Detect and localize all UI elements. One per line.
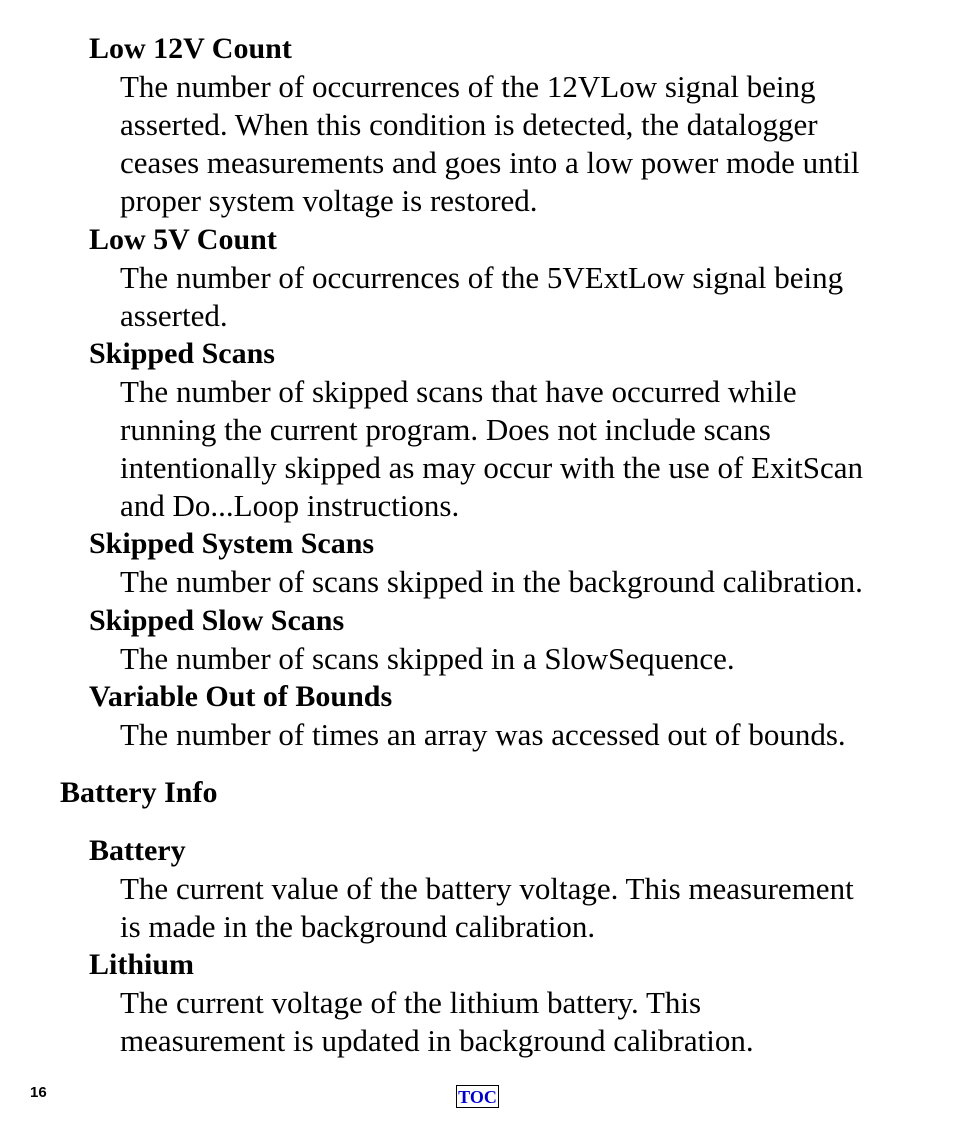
description-line: ceases measurements and goes into a low power mode until bbox=[120, 145, 860, 180]
term-variable-out-of-bounds: Variable Out of Bounds bbox=[89, 680, 393, 713]
description-line: The current voltage of the lithium battery. This bbox=[120, 985, 702, 1020]
description-line: asserted. bbox=[120, 298, 228, 333]
description-line: is made in the background calibration. bbox=[120, 909, 596, 944]
description-line: The number of scans skipped in a SlowSequence. bbox=[120, 641, 735, 676]
description-line: The number of occurrences of the 12VLow signal being bbox=[120, 69, 816, 104]
term-low-5v-count: Low 5V Count bbox=[89, 223, 277, 256]
description-line: The current value of the battery voltage. This measurement bbox=[120, 871, 854, 906]
term-skipped-system-scans: Skipped System Scans bbox=[89, 527, 375, 560]
description-line: intentionally skipped as may occur with the use of ExitScan bbox=[120, 450, 863, 485]
term-low-12v-count: Low 12V Count bbox=[89, 32, 292, 65]
term-skipped-scans: Skipped Scans bbox=[89, 337, 275, 370]
description-line: The number of occurrences of the 5VExtLow signal being bbox=[120, 260, 844, 295]
description-line: running the current program. Does not include scans bbox=[120, 412, 771, 447]
description-line: The number of scans skipped in the background calibration. bbox=[120, 564, 863, 599]
description-line: measurement is updated in background calibration. bbox=[120, 1023, 754, 1058]
description-line: proper system voltage is restored. bbox=[120, 183, 538, 218]
section-title-battery-info: Battery Info bbox=[60, 776, 218, 809]
description-line: The number of times an array was accessed out of bounds. bbox=[120, 717, 846, 752]
toc-link[interactable]: TOC bbox=[456, 1085, 499, 1108]
term-battery: Battery bbox=[89, 834, 186, 867]
term-skipped-slow-scans: Skipped Slow Scans bbox=[89, 604, 345, 637]
term-lithium: Lithium bbox=[89, 948, 195, 981]
page-number: 16 bbox=[30, 1084, 47, 1101]
description-line: The number of skipped scans that have occurred while bbox=[120, 374, 797, 409]
description-line: asserted. When this condition is detected, the datalogger bbox=[120, 107, 818, 142]
description-line: and Do...Loop instructions. bbox=[120, 488, 460, 523]
